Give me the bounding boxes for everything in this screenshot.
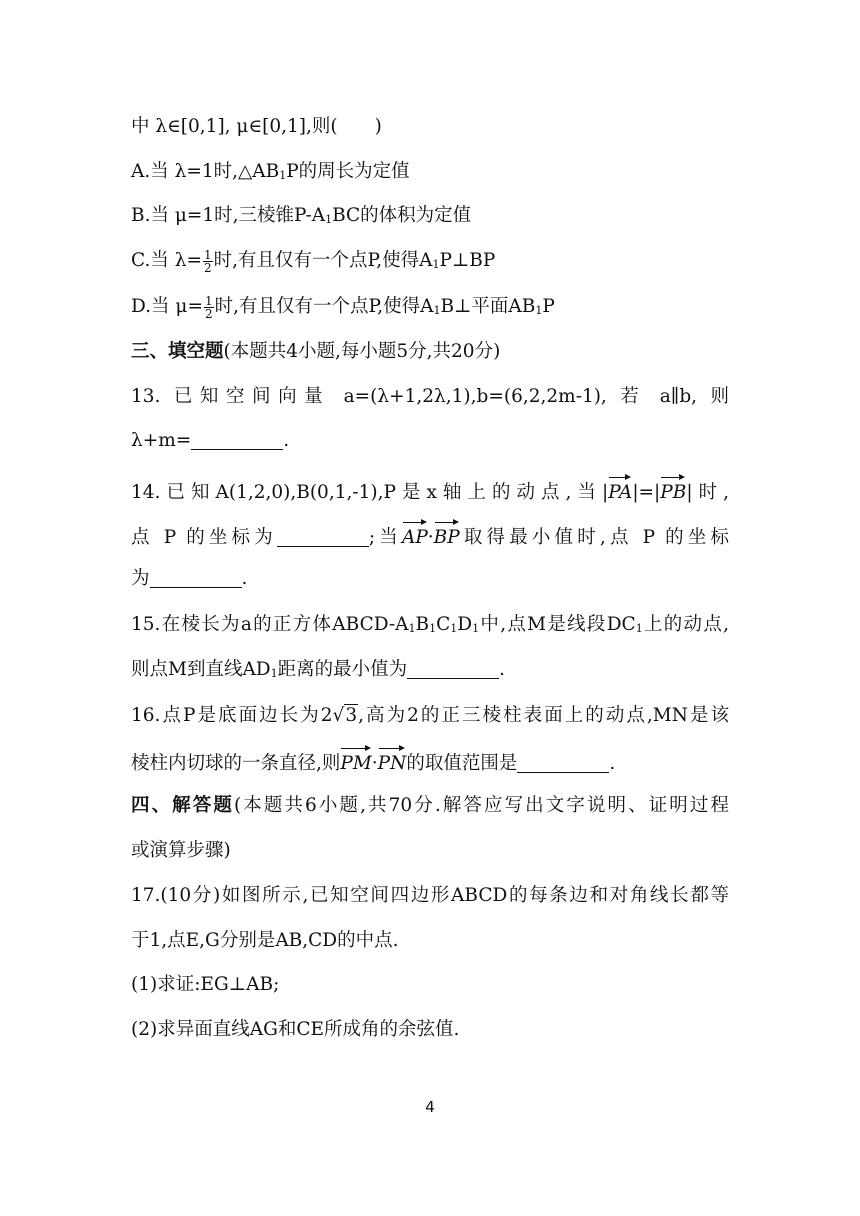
- question-14-line-1: 14.已知A(1,2,0),B(0,1,-1),P是x轴上的动点,当|PA|=|PB|时,: [131, 474, 729, 508]
- vector-bp: BP: [434, 519, 460, 553]
- option-d: D.当 μ= $\frac{1}{2}$ 时,有且仅有一个点P,使得A1B⊥平面AB1P: [131, 293, 555, 321]
- page-number: 4: [425, 1098, 435, 1116]
- question-13-line-1: 13. 已知空间向量 a=(λ+1,2λ,1),b=(6,2,2m-1), 若 a∥b, 则: [131, 386, 729, 407]
- question-17-part-1: (1)求证:EG⊥AB;: [131, 974, 280, 995]
- option-a: A.当 λ=1时,△AB1P的周长为定值: [131, 161, 410, 182]
- answer-blank[interactable]: [191, 429, 283, 450]
- question-16-line-2: 棱柱内切球的一条直径,则PM·PN的取值范围是 .: [131, 745, 729, 779]
- vector-pm: PM: [340, 745, 371, 779]
- question-15-line-2: 则点M到直线AD1距离的最小值为 .: [131, 659, 506, 680]
- square-root: √3: [332, 705, 358, 726]
- question-15-line-1: 15.在棱长为a的正方体ABCD-A1B1C1D1中,点M是线段DC1上的动点,: [131, 614, 729, 635]
- answer-blank[interactable]: [277, 526, 369, 547]
- answer-blank[interactable]: [407, 658, 499, 679]
- question-17-part-2: (2)求异面直线AG和CE所成角的余弦值.: [131, 1019, 460, 1040]
- question-17-line-1: 17.(10分)如图所示,已知空间四边形ABCD的每条边和对角线长都等: [131, 885, 729, 906]
- section-three-heading: 三、填空题(本题共4小题,每小题5分,共20分): [131, 341, 501, 362]
- vector-pa: PA: [608, 474, 632, 508]
- vector-pb: PB: [660, 474, 686, 508]
- option-continuation: 中 λ∈[0,1], μ∈[0,1],则( ): [131, 116, 382, 137]
- fraction: $\frac{1}{2}$: [203, 247, 212, 275]
- question-16-line-1: 16.点P是底面边长为2√3,高为2的正三棱柱表面上的动点,MN是该: [131, 701, 729, 731]
- answer-blank[interactable]: [150, 567, 242, 588]
- vector-ap: AP: [402, 519, 428, 553]
- question-17-line-2: 于1,点E,G分别是AB,CD的中点.: [131, 930, 399, 951]
- question-13-line-2: λ+m= .: [131, 430, 290, 451]
- section-four-heading-line-2: 或演算步骤): [131, 840, 231, 861]
- question-14-line-3: 为 .: [131, 568, 248, 589]
- fraction: $\frac{1}{2}$: [204, 293, 213, 321]
- option-b: B.当 μ=1时,三棱锥P-A1BC的体积为定值: [131, 205, 472, 226]
- vector-pn: PN: [378, 745, 407, 779]
- answer-blank[interactable]: [517, 752, 609, 773]
- section-four-heading: 四、解答题(本题共6小题,共70分.解答应写出文字说明、证明过程: [131, 795, 729, 816]
- option-c: C.当 λ= $\frac{1}{2}$ 时,有且仅有一个点P,使得A1P⊥BP: [131, 247, 496, 275]
- question-14-line-2: 点 P 的坐标为 ;当AP·BP取得最小值时,点 P 的坐标: [131, 519, 729, 553]
